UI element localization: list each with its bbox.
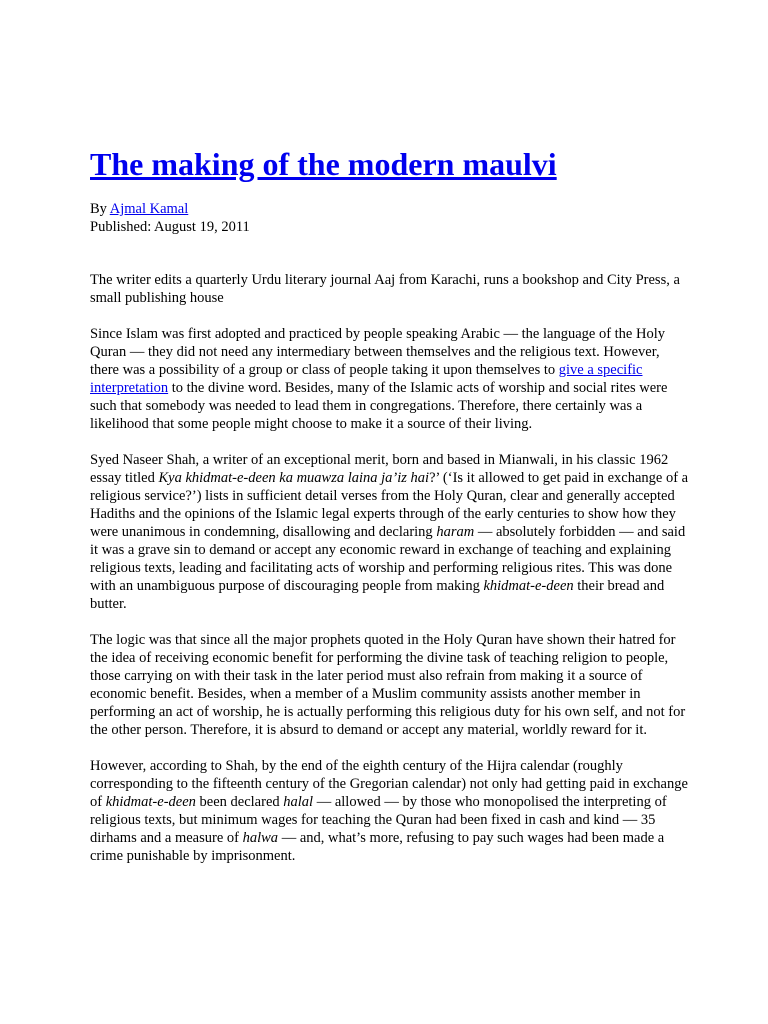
paragraph-text: ?’ (‘Is it allowed to get paid in exchange of a religious service?’) lists in sufficient detail verses from the Holy Quran, clear and generally accepted Hadiths and the opinions of the Islamic legal experts through of the early centuries to show how they were unanimous in condemning, disallowing and declaring [90,470,689,540]
paragraph-text: — and, what’s more, refusing to pay such wages had been made a crime punishable by imprisonment. [90,830,665,864]
article-body [90,271,690,883]
term-halal: halal [283,794,314,810]
paragraph-text: Since Islam was first adopted and practiced by people speaking Arabic — the language of the Holy Quran — they did not need any intermediary between themselves and the religious text. However, there was a possibility of a group or class of people taking it upon themselves to [90,326,665,378]
paragraph-shah-essay [90,451,690,613]
paragraph-text: Syed Naseer Shah, a writer of an exceptional merit, born and based in Mianwali, in his classic 1962 essay titled [90,452,669,486]
paragraph-text: their bread and butter. [90,578,665,612]
article-title [90,142,557,186]
byline [90,200,250,218]
paragraph-text: to the divine word. Besides, many of the Islamic acts of worship and social rites were such that somebody was needed to lead them in congregations. Therefore, there certainly was a likelihood that some people might choose to make it a source of their living. [90,380,668,432]
term-haram: haram [436,524,475,540]
term-khidmat-e-deen: khidmat-e-deen [105,794,196,810]
article-title-link[interactable]: The making of the modern maulvi [90,146,557,182]
paragraph-intro [90,325,690,433]
published-date: Published: August 19, 2011 [90,219,250,235]
essay-title: Kya khidmat-e-deen ka muawza laina ja’iz hai [158,470,430,486]
paragraph-hijra [90,757,690,865]
interpretation-link[interactable]: give a specific interpretation [90,362,643,396]
paragraph-logic: The logic was that since all the major prophets quoted in the Holy Quran have shown their hatred for the idea of receiving economic benefit for performing the divine task of teaching religion to people, those carrying on with their task in the later period must also refrain from making it a source of economic benefit. Besides, when a member of a Muslim community assists another member in performing an act of worship, he is actually performing this religious duty for his own self, and not for the other person. Therefore, it is absurd to demand or accept any material, worldly reward for it. [90,632,686,738]
byline-prefix: By [90,201,110,217]
paragraph-author-note: The writer edits a quarterly Urdu literary journal Aaj from Karachi, runs a bookshop and City Press, a small publishing house [90,272,680,306]
article-meta [90,200,250,236]
paragraph-text: — absolutely forbidden — and said it was a grave sin to demand or accept any economic reward in exchange of teaching and explaining religious texts, leading and facilitating acts of worship and performing religious rites. This was done with an unambiguous purpose of discouraging people from making [90,524,686,594]
term-khidmat-e-deen: khidmat-e-deen [483,578,574,594]
paragraph-text: been declared [195,794,284,810]
paragraph-text: However, according to Shah, by the end of the eighth century of the Hijra calendar (roughly corresponding to the fifteenth century of the Gregorian calendar) not only had getting paid in exchange of [90,758,688,810]
paragraph-text: — allowed — by those who monopolised the interpreting of religious texts, but minimum wages for teaching the Quran had been fixed in cash and kind — 35 dirhams and a measure of [90,794,667,846]
term-halwa: halwa [242,830,279,846]
author-link[interactable]: Ajmal Kamal [109,201,189,217]
